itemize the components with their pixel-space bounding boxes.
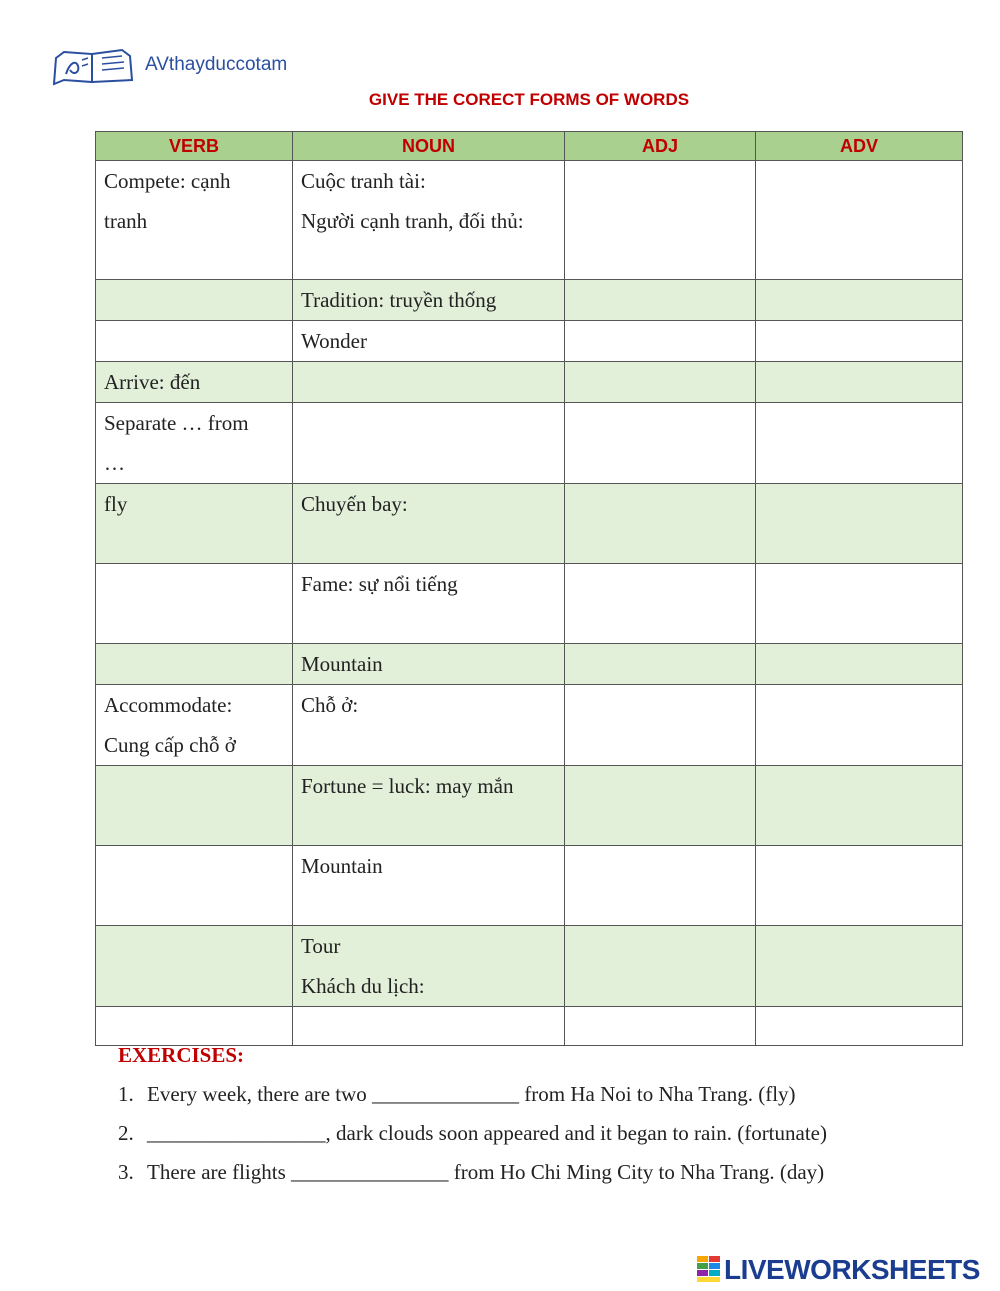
exercise-item xyxy=(118,1075,958,1114)
adj-input-cell[interactable] xyxy=(565,321,756,362)
noun-cell: Cuộc tranh tài: Người cạnh tranh, đối thủ: xyxy=(293,161,565,280)
noun-input-cell[interactable] xyxy=(293,403,565,484)
table-row xyxy=(96,846,963,926)
adj-input-cell[interactable] xyxy=(565,484,756,564)
table-header-row xyxy=(96,132,963,161)
adv-input-cell[interactable] xyxy=(756,484,963,564)
exercise-text: There are flights _______________ from Ho Chi Ming City to Nha Trang. (day) xyxy=(147,1160,825,1184)
adj-input-cell[interactable] xyxy=(565,280,756,321)
exercise-number: 2. xyxy=(118,1121,134,1145)
verb-input-cell[interactable] xyxy=(96,321,293,362)
adv-input-cell[interactable] xyxy=(756,280,963,321)
noun-cell: Fame: sự nổi tiếng xyxy=(293,564,565,644)
adj-input-cell[interactable] xyxy=(565,685,756,766)
adv-input-cell[interactable] xyxy=(756,161,963,280)
verb-input-cell[interactable] xyxy=(96,280,293,321)
noun-cell: Chỗ ở: xyxy=(293,685,565,766)
adv-input-cell[interactable] xyxy=(756,564,963,644)
exercises-section xyxy=(118,1036,958,1192)
adv-input-cell[interactable] xyxy=(756,403,963,484)
table-row xyxy=(96,403,963,484)
noun-cell: Wonder xyxy=(293,321,565,362)
column-header-adj: ADJ xyxy=(565,132,756,161)
adv-input-cell[interactable] xyxy=(756,846,963,926)
column-header-noun: NOUN xyxy=(293,132,565,161)
verb-cell: Arrive: đến xyxy=(96,362,293,403)
table-row xyxy=(96,362,963,403)
noun-cell: Chuyến bay: xyxy=(293,484,565,564)
liveworksheets-badge-icon xyxy=(697,1256,721,1282)
noun-cell: Mountain xyxy=(293,644,565,685)
noun-cell: Mountain xyxy=(293,846,565,926)
adj-input-cell[interactable] xyxy=(565,926,756,1007)
verb-cell: Compete: cạnh tranh xyxy=(96,161,293,280)
table-row xyxy=(96,766,963,846)
liveworksheets-wordmark: LIVEWORKSHEETS xyxy=(724,1254,980,1285)
verb-input-cell[interactable] xyxy=(96,926,293,1007)
exercise-item xyxy=(118,1153,958,1192)
verb-cell: Separate … from … xyxy=(96,403,293,484)
adv-input-cell[interactable] xyxy=(756,644,963,685)
exercise-text: _________________, dark clouds soon appeared and it began to rain. (fortunate) xyxy=(147,1121,827,1145)
table-row xyxy=(96,280,963,321)
adj-input-cell[interactable] xyxy=(565,564,756,644)
adv-input-cell[interactable] xyxy=(756,766,963,846)
column-header-verb: VERB xyxy=(96,132,293,161)
adj-input-cell[interactable] xyxy=(565,766,756,846)
page-title: GIVE THE CORECT FORMS OF WORDS xyxy=(368,90,690,109)
noun-cell: Fortune = luck: may mắn xyxy=(293,766,565,846)
adj-input-cell[interactable] xyxy=(565,161,756,280)
verb-input-cell[interactable] xyxy=(96,846,293,926)
exercises-title: EXERCISES: xyxy=(118,1043,245,1067)
adj-input-cell[interactable] xyxy=(565,644,756,685)
table-row xyxy=(96,644,963,685)
table-row xyxy=(96,321,963,362)
verb-cell: fly xyxy=(96,484,293,564)
exercise-item xyxy=(118,1114,958,1153)
column-header-adv: ADV xyxy=(756,132,963,161)
verb-input-cell[interactable] xyxy=(96,766,293,846)
table-row xyxy=(96,564,963,644)
brand-name: AVthayduccotam xyxy=(145,54,288,75)
exercise-text: Every week, there are two ______________ from Ha Noi to Nha Trang. (fly) xyxy=(147,1082,796,1106)
table-row xyxy=(96,484,963,564)
exercise-number: 3. xyxy=(118,1160,134,1184)
adv-input-cell[interactable] xyxy=(756,321,963,362)
brand-logo xyxy=(52,44,312,88)
exercise-number: 1. xyxy=(118,1082,134,1106)
verb-input-cell[interactable] xyxy=(96,644,293,685)
adv-input-cell[interactable] xyxy=(756,926,963,1007)
adj-input-cell[interactable] xyxy=(565,846,756,926)
open-book-icon xyxy=(52,44,136,88)
liveworksheets-logo xyxy=(697,1254,997,1288)
adv-input-cell[interactable] xyxy=(756,685,963,766)
verb-cell: Accommodate: Cung cấp chỗ ở xyxy=(96,685,293,766)
noun-input-cell[interactable] xyxy=(293,362,565,403)
noun-cell: Tour Khách du lịch: xyxy=(293,926,565,1007)
table-row xyxy=(96,161,963,280)
table-row xyxy=(96,685,963,766)
verb-input-cell[interactable] xyxy=(96,564,293,644)
adj-input-cell[interactable] xyxy=(565,403,756,484)
word-forms-table xyxy=(95,131,963,1046)
table-row xyxy=(96,926,963,1007)
adv-input-cell[interactable] xyxy=(756,362,963,403)
noun-cell: Tradition: truyền thống xyxy=(293,280,565,321)
adj-input-cell[interactable] xyxy=(565,362,756,403)
